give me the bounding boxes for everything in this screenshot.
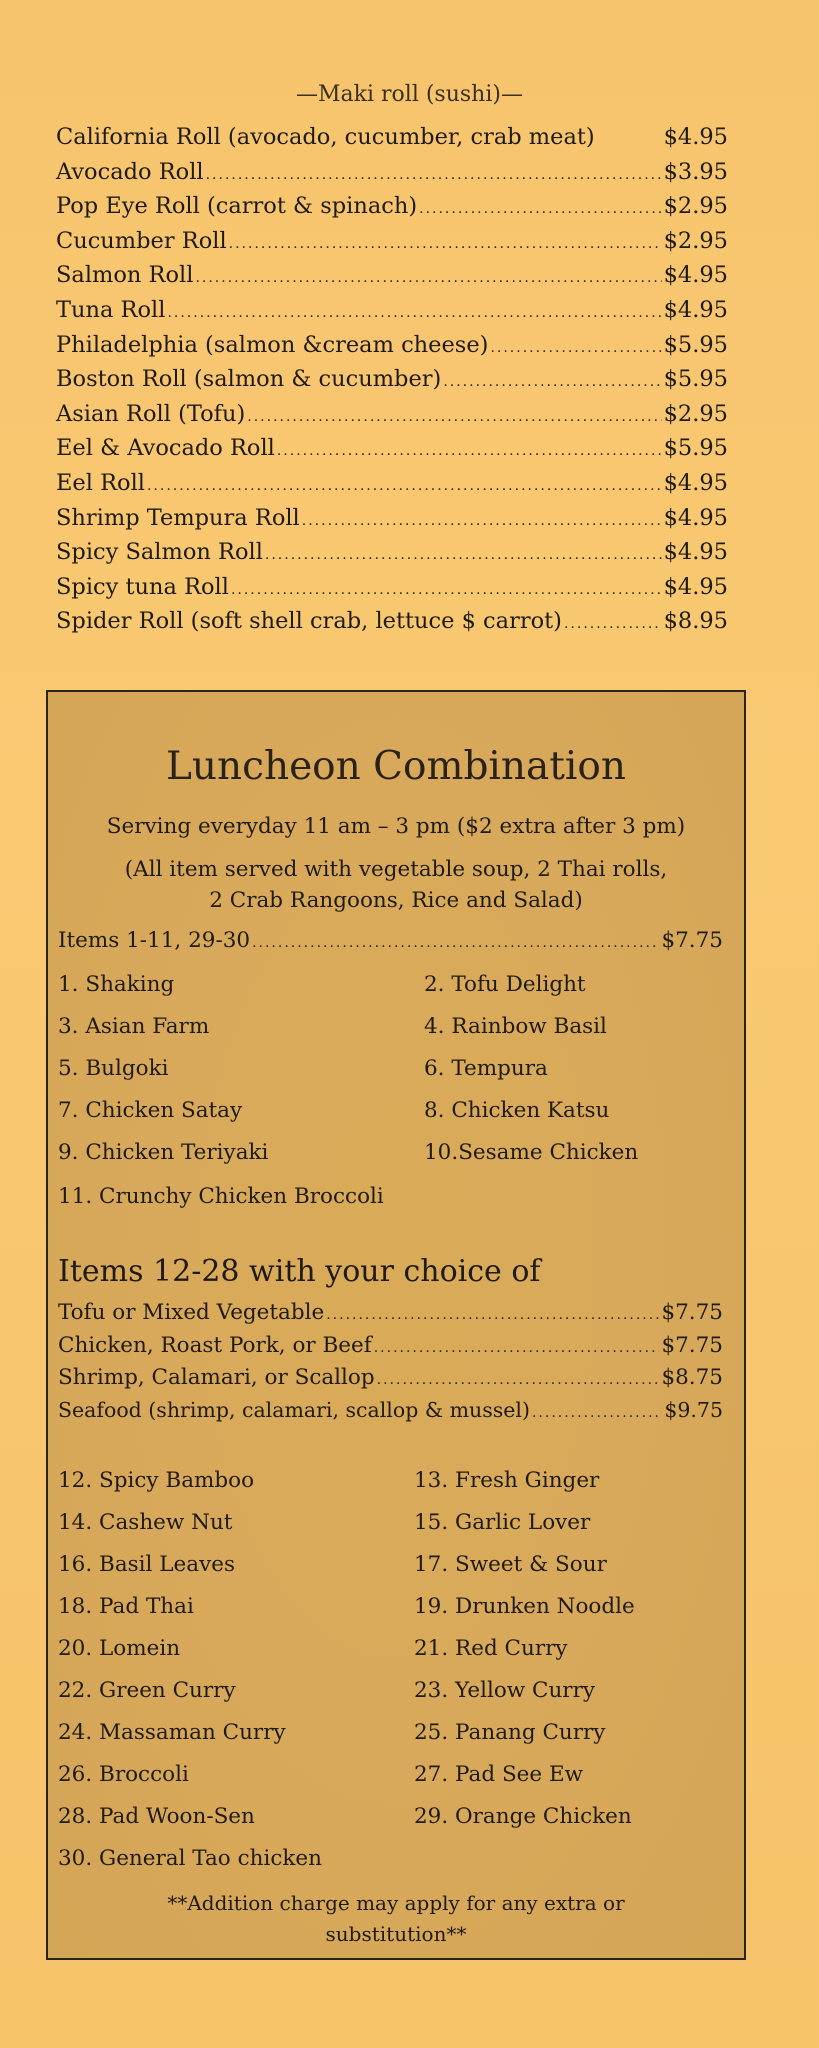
item-name: Avocado Roll	[56, 158, 204, 185]
leader-dots	[265, 547, 662, 563]
menu-item	[56, 124, 728, 159]
menu-item	[56, 332, 728, 367]
item-price: $2.95	[663, 193, 728, 220]
note-line: (All item served with vegetable soup, 2 Thai rolls,	[124, 857, 668, 882]
item-name: Asian Roll (Tofu)	[56, 400, 246, 427]
serving-hours: Serving everyday 11 am – 3 pm ($2 extra after 3 pm)	[106, 814, 686, 839]
menu-item	[58, 1365, 723, 1398]
menu-item	[56, 470, 728, 505]
item-name: Spider Roll (soft shell crab, lettuce $ carrot)	[56, 608, 562, 635]
item-price: $7.75	[661, 1332, 723, 1358]
footnote-line: **Addition charge may apply for any extra or	[167, 1891, 625, 1915]
list-item: 12. Spicy Bamboo	[58, 1468, 255, 1493]
item-name: Salmon Roll	[56, 262, 194, 289]
leader-dots	[377, 1372, 660, 1388]
item-price: $4.95	[663, 296, 728, 323]
list-item: 25. Panang Curry	[414, 1720, 606, 1745]
menu-item	[56, 435, 728, 470]
menu-item	[56, 366, 728, 401]
list-item: 15. Garlic Lover	[414, 1510, 591, 1535]
list-item: 28. Pad Woon-Sen	[58, 1804, 255, 1829]
menu-item	[56, 401, 728, 436]
served-with-note	[88, 854, 704, 916]
list-item: 2. Tofu Delight	[424, 972, 586, 997]
item-name: Eel Roll	[56, 469, 145, 496]
item-price: $7.75	[661, 1300, 723, 1325]
leader-dots	[326, 1307, 659, 1323]
menu-item	[56, 608, 728, 643]
leader-dots	[564, 616, 662, 632]
leader-dots	[147, 478, 662, 494]
list-item: 30. General Tao chicken	[58, 1846, 322, 1871]
list-item: 8. Chicken Katsu	[424, 1098, 610, 1123]
item-price: $8.95	[663, 608, 728, 635]
item-name: Shrimp Tempura Roll	[56, 504, 300, 531]
footnote-line: substitution**	[325, 1922, 467, 1946]
item-name: Items 1-11, 29-30	[58, 928, 251, 953]
list-item: 21. Red Curry	[414, 1636, 568, 1661]
item-name: Shrimp, Calamari, or Scallop	[58, 1365, 375, 1390]
item-name: Philadelphia (salmon &cream cheese)	[56, 331, 489, 358]
list-item: 1. Shaking	[58, 972, 175, 997]
menu-item	[56, 193, 728, 228]
list-item: 9. Chicken Teriyaki	[58, 1140, 269, 1165]
menu-item	[56, 297, 728, 332]
list-item: 23. Yellow Curry	[414, 1678, 596, 1703]
item-name: Spicy Salmon Roll	[56, 539, 263, 566]
leader-dots	[206, 167, 662, 183]
leader-dots	[302, 513, 662, 529]
leader-dots	[443, 374, 661, 390]
menu-item	[58, 1300, 723, 1333]
list-item: 24. Massaman Curry	[58, 1720, 286, 1745]
leader-dots	[231, 582, 662, 598]
list-item: 19. Drunken Noodle	[414, 1594, 635, 1619]
item-name: Chicken, Roast Pork, or Beef	[58, 1332, 372, 1358]
item-price: $4.95	[663, 262, 728, 289]
menu-item	[58, 928, 723, 963]
menu-item	[56, 574, 728, 609]
list-item: 5. Bulgoki	[58, 1056, 169, 1081]
maki-section-title: —Maki roll (sushi)—	[296, 82, 523, 107]
leader-dots	[247, 409, 661, 425]
list-item: 13. Fresh Ginger	[414, 1468, 600, 1493]
item-price: $7.75	[661, 928, 723, 953]
list-item: 27. Pad See Ew	[414, 1762, 584, 1787]
leader-dots	[490, 340, 661, 356]
list-item: 20. Lomein	[58, 1636, 181, 1661]
item-price: $3.95	[663, 158, 728, 185]
item-name: Tofu or Mixed Vegetable	[58, 1300, 325, 1325]
menu-item	[56, 159, 728, 194]
list-item: 7. Chicken Satay	[58, 1098, 243, 1123]
items-range-row	[58, 928, 723, 963]
item-price: $9.75	[664, 1397, 723, 1422]
item-price: $2.95	[663, 227, 728, 254]
item-name: Spicy tuna Roll	[56, 573, 229, 600]
leader-dots	[229, 236, 662, 252]
list-item: 22. Green Curry	[58, 1678, 236, 1703]
menu-item	[56, 228, 728, 263]
item-price: $5.95	[663, 331, 728, 358]
list-item: 4. Rainbow Basil	[424, 1014, 607, 1039]
item-name: California Roll (avocado, cucumber, crab meat)	[56, 124, 595, 150]
list-item: 18. Pad Thai	[58, 1594, 194, 1619]
item-name: Tuna Roll	[56, 296, 166, 323]
choice-price-list	[58, 1300, 723, 1430]
item-price: $5.95	[663, 366, 728, 393]
leader-dots	[374, 1340, 660, 1356]
item-price: $4.95	[663, 573, 728, 600]
menu-item	[56, 262, 728, 297]
list-item: 14. Cashew Nut	[58, 1510, 233, 1535]
leader-dots	[252, 935, 659, 951]
item-name: Pop Eye Roll (carrot & spinach)	[56, 193, 418, 220]
menu-item	[56, 539, 728, 574]
item-price: $4.95	[663, 469, 728, 496]
leader-dots	[195, 270, 661, 286]
item-price: $8.75	[661, 1365, 723, 1390]
leader-dots	[532, 1405, 662, 1421]
list-item: 10.Sesame Chicken	[424, 1140, 639, 1165]
item-price: $4.95	[663, 504, 728, 531]
leader-dots	[167, 305, 661, 321]
item-name: Cucumber Roll	[56, 227, 227, 254]
item-price: $4.95	[663, 124, 728, 150]
luncheon-combination-box	[46, 690, 746, 1960]
list-item: 29. Orange Chicken	[414, 1804, 632, 1829]
list-item: 16. Basil Leaves	[58, 1552, 235, 1577]
menu-item	[58, 1333, 723, 1366]
menu-item	[56, 505, 728, 540]
note-line: 2 Crab Rangoons, Rice and Salad)	[209, 888, 583, 913]
item-price: $4.95	[663, 539, 728, 566]
list-item: 17. Sweet & Sour	[414, 1552, 607, 1577]
list-item: 11. Crunchy Chicken Broccoli	[58, 1184, 384, 1209]
leader-dots	[277, 443, 662, 459]
item-price: $2.95	[663, 400, 728, 427]
item-name: Boston Roll (salmon & cucumber)	[56, 366, 442, 393]
maki-list	[56, 124, 728, 643]
list-item: 6. Tempura	[424, 1056, 548, 1081]
extra-charge-footnote	[88, 1888, 704, 1950]
list-item: 26. Broccoli	[58, 1762, 189, 1787]
list-item: 3. Asian Farm	[58, 1014, 210, 1039]
menu-item	[58, 1398, 723, 1431]
item-price: $5.95	[663, 435, 728, 462]
choice-heading: Items 12-28 with your choice of	[58, 1254, 541, 1289]
item-name: Eel & Avocado Roll	[56, 435, 275, 462]
leader-dots	[419, 201, 661, 217]
item-name: Seafood (shrimp, calamari, scallop & mussel)	[58, 1397, 530, 1422]
luncheon-title: Luncheon Combination	[165, 744, 627, 789]
